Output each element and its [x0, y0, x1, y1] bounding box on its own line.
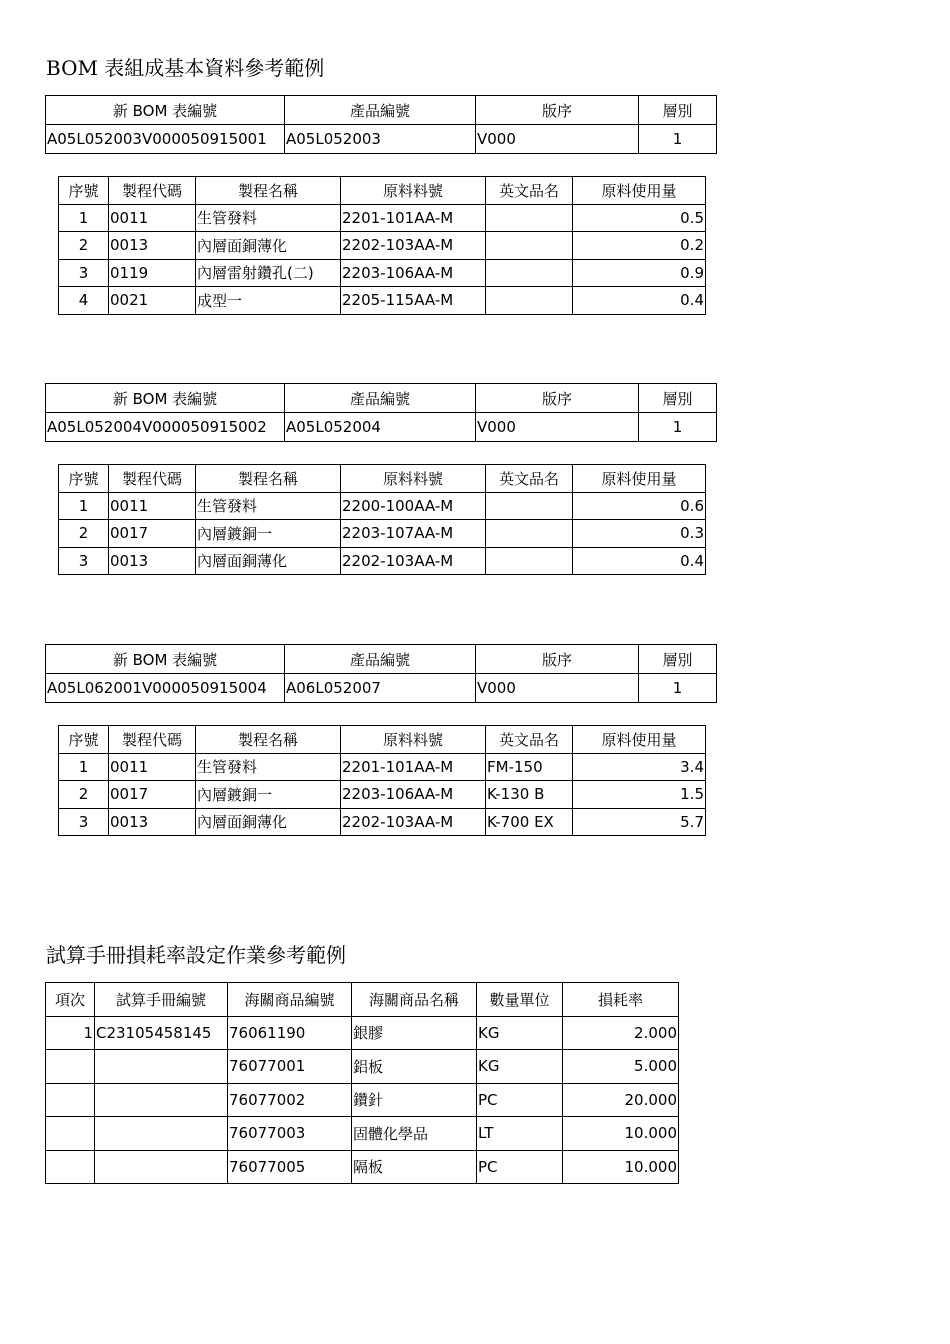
column-header-process-name: 製程名稱 [196, 465, 341, 493]
column-header-material-no: 原料料號 [341, 726, 486, 754]
material-no-cell: 2203-107AA-M [341, 520, 486, 548]
item-cell [46, 1083, 95, 1117]
bom-detail-table-2 [58, 464, 706, 575]
process-name-cell: 內層面銅薄化 [196, 547, 341, 575]
customs-no-cell: 76077002 [228, 1083, 352, 1117]
column-header-material-qty: 原料使用量 [573, 177, 706, 205]
column-header-level: 層別 [639, 384, 717, 413]
column-header-product-no: 產品編號 [285, 96, 476, 125]
table-row [46, 1050, 679, 1084]
column-header-process-name: 製程名稱 [196, 177, 341, 205]
column-header-material-no: 原料料號 [341, 465, 486, 493]
table-row [59, 547, 706, 575]
loss-rate-cell: 10.000 [563, 1117, 679, 1151]
material-no-cell: 2205-115AA-M [341, 287, 486, 315]
column-header-customs-name: 海關商品名稱 [352, 983, 477, 1017]
bom-header-values-row [46, 674, 717, 703]
seq-cell: 1 [59, 492, 109, 520]
bom-header-values-row [46, 125, 717, 154]
table-row [46, 1016, 679, 1050]
material-no-cell: 2202-103AA-M [341, 547, 486, 575]
unit-cell: PC [477, 1083, 563, 1117]
column-header-item: 項次 [46, 983, 95, 1017]
process-name-cell: 內層雷射鑽孔(二) [196, 259, 341, 287]
material-qty-cell: 0.6 [573, 492, 706, 520]
loss-header-row [46, 983, 679, 1017]
customs-no-cell: 76061190 [228, 1016, 352, 1050]
item-cell: 1 [46, 1016, 95, 1050]
detail-header-row [59, 465, 706, 493]
material-no-cell: 2201-101AA-M [341, 753, 486, 781]
customs-no-cell: 76077003 [228, 1117, 352, 1151]
process-code-cell: 0119 [109, 259, 196, 287]
column-header-material-no: 原料料號 [341, 177, 486, 205]
level-cell: 1 [639, 674, 717, 703]
english-name-cell: K-700 EX [486, 808, 573, 836]
loss-rate-cell: 10.000 [563, 1150, 679, 1184]
bom-header-table-3 [45, 644, 717, 703]
detail-header-row [59, 726, 706, 754]
seq-cell: 1 [59, 204, 109, 232]
process-code-cell: 0013 [109, 232, 196, 260]
column-header-version: 版序 [476, 384, 639, 413]
process-code-cell: 0011 [109, 753, 196, 781]
process-name-cell: 內層鍍銅一 [196, 520, 341, 548]
item-cell [46, 1150, 95, 1184]
column-header-process-name: 製程名稱 [196, 726, 341, 754]
product-no-cell: A05L052004 [285, 413, 476, 442]
table-row [59, 781, 706, 809]
english-name-cell [486, 259, 573, 287]
material-no-cell: 2200-100AA-M [341, 492, 486, 520]
column-header-process-code: 製程代碼 [109, 465, 196, 493]
material-no-cell: 2201-101AA-M [341, 204, 486, 232]
column-header-english-name: 英文品名 [486, 177, 573, 205]
material-qty-cell: 3.4 [573, 753, 706, 781]
column-header-seq: 序號 [59, 465, 109, 493]
column-header-process-code: 製程代碼 [109, 726, 196, 754]
process-code-cell: 0013 [109, 808, 196, 836]
process-code-cell: 0017 [109, 781, 196, 809]
column-header-english-name: 英文品名 [486, 465, 573, 493]
column-header-seq: 序號 [59, 177, 109, 205]
column-header-bom-no: 新 BOM 表編號 [46, 645, 285, 674]
table-row [59, 492, 706, 520]
customs-name-cell: 鑽針 [352, 1083, 477, 1117]
version-cell: V000 [476, 674, 639, 703]
column-header-version: 版序 [476, 96, 639, 125]
material-no-cell: 2203-106AA-M [341, 259, 486, 287]
material-qty-cell: 5.7 [573, 808, 706, 836]
manual-no-cell [95, 1050, 228, 1084]
bom-header-values-row [46, 413, 717, 442]
seq-cell: 1 [59, 753, 109, 781]
version-cell: V000 [476, 413, 639, 442]
material-qty-cell: 0.2 [573, 232, 706, 260]
process-name-cell: 內層面銅薄化 [196, 232, 341, 260]
column-header-version: 版序 [476, 645, 639, 674]
material-no-cell: 2203-106AA-M [341, 781, 486, 809]
material-qty-cell: 1.5 [573, 781, 706, 809]
material-qty-cell: 0.5 [573, 204, 706, 232]
seq-cell: 2 [59, 520, 109, 548]
english-name-cell: K-130 B [486, 781, 573, 809]
material-qty-cell: 0.4 [573, 287, 706, 315]
process-code-cell: 0013 [109, 547, 196, 575]
table-row [46, 1150, 679, 1184]
bom-detail-table-3 [58, 725, 706, 836]
bom-no-cell: A05L052003V000050915001 [46, 125, 285, 154]
version-cell: V000 [476, 125, 639, 154]
column-header-material-qty: 原料使用量 [573, 465, 706, 493]
english-name-cell [486, 492, 573, 520]
table-row [59, 287, 706, 315]
process-name-cell: 生管發料 [196, 492, 341, 520]
item-cell [46, 1050, 95, 1084]
english-name-cell [486, 287, 573, 315]
unit-cell: PC [477, 1150, 563, 1184]
bom-header-table-2 [45, 383, 717, 442]
bom-header-row [46, 96, 717, 125]
customs-no-cell: 76077001 [228, 1050, 352, 1084]
table-row [59, 259, 706, 287]
customs-name-cell: 銀膠 [352, 1016, 477, 1050]
seq-cell: 3 [59, 808, 109, 836]
bom-section-title: BOM 表組成基本資料參考範例 [46, 56, 325, 80]
table-row [46, 1117, 679, 1151]
column-header-manual-no: 試算手冊編號 [95, 983, 228, 1017]
unit-cell: KG [477, 1016, 563, 1050]
column-header-customs-no: 海關商品編號 [228, 983, 352, 1017]
process-code-cell: 0017 [109, 520, 196, 548]
seq-cell: 2 [59, 232, 109, 260]
column-header-unit: 數量單位 [477, 983, 563, 1017]
column-header-bom-no: 新 BOM 表編號 [46, 96, 285, 125]
unit-cell: KG [477, 1050, 563, 1084]
bom-header-table-1 [45, 95, 717, 154]
item-cell [46, 1117, 95, 1151]
customs-name-cell: 隔板 [352, 1150, 477, 1184]
process-name-cell: 成型一 [196, 287, 341, 315]
customs-name-cell: 鋁板 [352, 1050, 477, 1084]
column-header-bom-no: 新 BOM 表編號 [46, 384, 285, 413]
seq-cell: 2 [59, 781, 109, 809]
customs-no-cell: 76077005 [228, 1150, 352, 1184]
seq-cell: 4 [59, 287, 109, 315]
column-header-level: 層別 [639, 96, 717, 125]
english-name-cell [486, 547, 573, 575]
loss-rate-cell: 2.000 [563, 1016, 679, 1050]
loss-rate-cell: 5.000 [563, 1050, 679, 1084]
material-no-cell: 2202-103AA-M [341, 808, 486, 836]
process-code-cell: 0011 [109, 204, 196, 232]
process-code-cell: 0011 [109, 492, 196, 520]
table-row [59, 232, 706, 260]
manual-no-cell [95, 1117, 228, 1151]
customs-name-cell: 固體化學品 [352, 1117, 477, 1151]
bom-detail-table-1 [58, 176, 706, 315]
material-no-cell: 2202-103AA-M [341, 232, 486, 260]
table-row [59, 204, 706, 232]
loss-rate-cell: 20.000 [563, 1083, 679, 1117]
material-qty-cell: 0.9 [573, 259, 706, 287]
column-header-product-no: 產品編號 [285, 645, 476, 674]
column-header-seq: 序號 [59, 726, 109, 754]
seq-cell: 3 [59, 547, 109, 575]
column-header-material-qty: 原料使用量 [573, 726, 706, 754]
product-no-cell: A06L052007 [285, 674, 476, 703]
bom-no-cell: A05L062001V000050915004 [46, 674, 285, 703]
bom-no-cell: A05L052004V000050915002 [46, 413, 285, 442]
level-cell: 1 [639, 413, 717, 442]
column-header-english-name: 英文品名 [486, 726, 573, 754]
seq-cell: 3 [59, 259, 109, 287]
english-name-cell [486, 204, 573, 232]
material-qty-cell: 0.3 [573, 520, 706, 548]
table-row [59, 753, 706, 781]
bom-header-row [46, 384, 717, 413]
table-row [59, 808, 706, 836]
detail-header-row [59, 177, 706, 205]
english-name-cell [486, 520, 573, 548]
bom-header-row [46, 645, 717, 674]
column-header-process-code: 製程代碼 [109, 177, 196, 205]
material-qty-cell: 0.4 [573, 547, 706, 575]
loss-section-title: 試算手冊損耗率設定作業參考範例 [46, 943, 346, 967]
product-no-cell: A05L052003 [285, 125, 476, 154]
column-header-product-no: 產品編號 [285, 384, 476, 413]
loss-rate-table [45, 982, 679, 1184]
manual-no-cell: C23105458145 [95, 1016, 228, 1050]
english-name-cell: FM-150 [486, 753, 573, 781]
unit-cell: LT [477, 1117, 563, 1151]
column-header-level: 層別 [639, 645, 717, 674]
process-name-cell: 內層面銅薄化 [196, 808, 341, 836]
table-row [46, 1083, 679, 1117]
table-row [59, 520, 706, 548]
english-name-cell [486, 232, 573, 260]
process-name-cell: 內層鍍銅一 [196, 781, 341, 809]
process-code-cell: 0021 [109, 287, 196, 315]
process-name-cell: 生管發料 [196, 204, 341, 232]
manual-no-cell [95, 1083, 228, 1117]
level-cell: 1 [639, 125, 717, 154]
process-name-cell: 生管發料 [196, 753, 341, 781]
manual-no-cell [95, 1150, 228, 1184]
column-header-loss-rate: 損耗率 [563, 983, 679, 1017]
